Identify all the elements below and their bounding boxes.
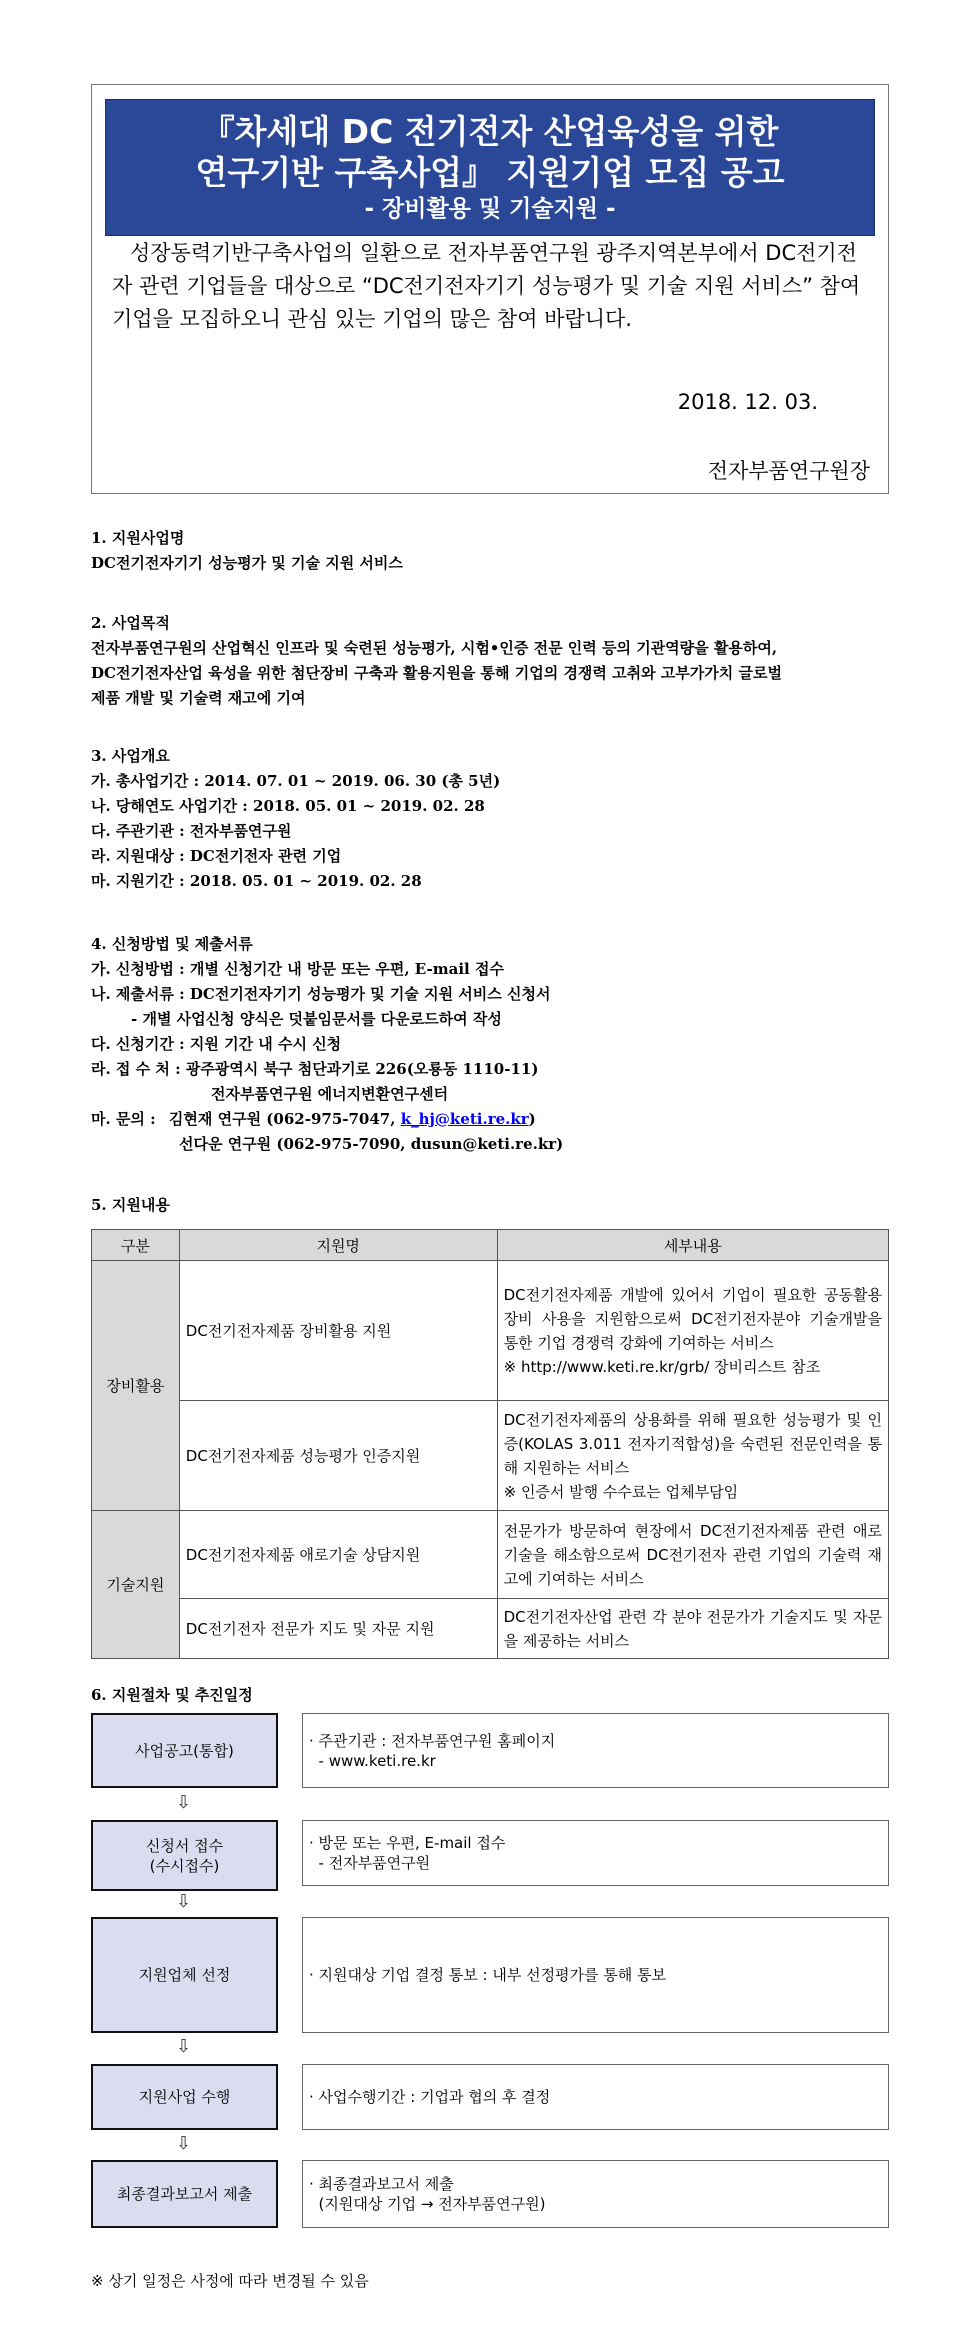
flow-step-box bbox=[91, 2160, 278, 2228]
apply-documents: 나. 제출서류 : DC전기전자기기 성능평가 및 기술 지원 서비스 신청서 bbox=[91, 985, 551, 1003]
detail-text: 전문가가 방문하여 현장에서 DC전기전자제품 관련 애로기술을 해소함으로써 DC전기전자 관련 기업의 기술력 재고에 기여하는 서비스 bbox=[503, 1521, 882, 1588]
section-3-line: 라. 지원대상 : DC전기전자 관련 기업 bbox=[91, 847, 342, 865]
table-row bbox=[92, 1401, 889, 1511]
contact-person-1: 김현재 연구원 (062-975-7047, bbox=[168, 1110, 396, 1128]
title-line-1: 『차세대 DC 전기전자 산업육성을 위한 bbox=[201, 112, 779, 151]
table-header-row bbox=[92, 1230, 889, 1261]
section-3-line: 마. 지원기간 : 2018. 05. 01 ~ 2019. 02. 28 bbox=[91, 872, 422, 890]
notice-organization: 전자부품연구원장 bbox=[707, 459, 870, 483]
section-3-line: 다. 주관기관 : 전자부품연구원 bbox=[91, 822, 292, 840]
section-3-line: 나. 당해연도 사업기간 : 2018. 05. 01 ~ 2019. 02. 28 bbox=[91, 797, 485, 815]
down-arrow-icon: ⇩ bbox=[176, 2036, 192, 2057]
section-6-title-wrap bbox=[91, 1683, 253, 1708]
section-5-title-wrap bbox=[91, 1193, 170, 1218]
category-cell: 장비활용 bbox=[92, 1261, 180, 1511]
flow-desc-line: · 최종결과보고서 제출 bbox=[309, 2175, 454, 2193]
flow-step-box bbox=[91, 1713, 278, 1788]
section-2 bbox=[91, 611, 782, 711]
table-header: 세부내용 bbox=[497, 1230, 888, 1261]
detail-text: DC전기전자산업 관련 각 분야 전문가가 기술지도 및 자문을 제공하는 서비스 bbox=[503, 1607, 882, 1650]
contact-prefix: 마. 문의 : bbox=[91, 1110, 156, 1128]
support-detail-cell bbox=[497, 1511, 888, 1599]
section-4 bbox=[91, 932, 563, 1157]
flow-step-label: 사업공고(통합) bbox=[135, 1741, 234, 1760]
flow-step-desc bbox=[302, 2064, 889, 2130]
section-6-title: 6. 지원절차 및 추진일정 bbox=[91, 1686, 253, 1704]
footnote: ※ 상기 일정은 사정에 따라 변경될 수 있음 bbox=[91, 2272, 369, 2290]
flow-desc-line: - www.keti.re.kr bbox=[309, 1751, 436, 1770]
flow-step-desc bbox=[302, 1917, 889, 2033]
title-banner bbox=[105, 99, 875, 236]
flow-step-box bbox=[91, 1820, 278, 1891]
flow-desc-line: · 주관기관 : 전자부품연구원 홈페이지 bbox=[309, 1731, 556, 1750]
support-name-cell: DC전기전자제품 장비활용 지원 bbox=[179, 1261, 497, 1401]
support-name-cell: DC전기전자제품 성능평가 인증지원 bbox=[179, 1401, 497, 1511]
detail-text: DC전기전자제품의 상용화를 위해 필요한 성능평가 및 인증(KOLAS 3.011 전자기적합성)을 숙련된 전문인력을 통해 지원하는 서비스 bbox=[503, 1410, 882, 1477]
detail-note: ※ http://www.keti.re.kr/grb/ 장비리스트 참조 bbox=[503, 1357, 821, 1376]
flow-desc-line: · 사업수행기간 : 기업과 협의 후 결정 bbox=[309, 2088, 551, 2106]
flow-step-label: 지원업체 선정 bbox=[138, 1966, 231, 1984]
section-2-line: DC전기전자산업 육성을 위한 첨단장비 구축과 활용지원을 통해 기업의 경쟁력 고취와 고부가가치 글로벌 bbox=[91, 664, 782, 682]
notice-header-box bbox=[91, 84, 889, 494]
flow-desc-line: (지원대상 기업 → 전자부품연구원) bbox=[309, 2195, 546, 2213]
title-line-2: 연구기반 구축사업』 지원기업 모집 공고 bbox=[195, 153, 785, 192]
flow-desc-line: · 방문 또는 우편, E-mail 접수 bbox=[309, 1834, 506, 1852]
flow-step-label: 최종결과보고서 제출 bbox=[116, 2185, 253, 2203]
apply-address-center: 전자부품연구원 에너지변환연구센터 bbox=[211, 1085, 449, 1103]
section-3-title: 3. 사업개요 bbox=[91, 747, 170, 765]
notice-date: 2018. 12. 03. bbox=[677, 390, 818, 414]
flow-step-label: (수시접수) bbox=[149, 1856, 220, 1875]
apply-method: 가. 신청방법 : 개별 신청기간 내 방문 또는 우편, E-mail 접수 bbox=[91, 960, 504, 978]
category-cell: 기술지원 bbox=[92, 1511, 180, 1659]
section-2-line: 제품 개발 및 기술력 재고에 기여 bbox=[91, 689, 306, 707]
support-name-cell: DC전기전자제품 애로기술 상담지원 bbox=[179, 1511, 497, 1599]
section-2-title: 2. 사업목적 bbox=[91, 614, 170, 632]
flow-desc-line: · 지원대상 기업 결정 통보 : 내부 선정평가를 통해 통보 bbox=[309, 1966, 667, 1984]
section-5-title: 5. 지원내용 bbox=[91, 1196, 170, 1214]
table-row bbox=[92, 1511, 889, 1599]
title-subtitle: - 장비활용 및 기술지원 - bbox=[364, 196, 616, 222]
table-header: 구분 bbox=[92, 1230, 180, 1261]
apply-period: 다. 신청기간 : 지원 기간 내 수시 신청 bbox=[91, 1035, 342, 1053]
support-detail-cell bbox=[497, 1401, 888, 1511]
section-3-line: 가. 총사업기간 : 2014. 07. 01 ~ 2019. 06. 30 (총 5년) bbox=[91, 772, 501, 790]
table-row bbox=[92, 1599, 889, 1659]
flow-step-desc bbox=[302, 2160, 889, 2228]
support-detail-cell bbox=[497, 1599, 888, 1659]
contact-email-link[interactable]: k_hj@keti.re.kr bbox=[400, 1110, 529, 1128]
table-header: 지원명 bbox=[179, 1230, 497, 1261]
flow-step-box bbox=[91, 2064, 278, 2130]
down-arrow-icon: ⇩ bbox=[176, 1891, 192, 1912]
flow-step-desc bbox=[302, 1713, 889, 1788]
support-name-cell: DC전기전자 전문가 지도 및 자문 지원 bbox=[179, 1599, 497, 1659]
detail-note: ※ 인증서 발행 수수료는 업체부담임 bbox=[503, 1482, 739, 1501]
table-row bbox=[92, 1261, 889, 1401]
intro-paragraph: 성장동력기반구축사업의 일환으로 전자부품연구원 광주지역본부에서 DC전기전자 관련 기업들을 대상으로 “DC전기전자기기 성능평가 및 기술 지원 서비스” 참여기업을 모집하오니 관심 있는 기업의 많은 참여 바랍니다. bbox=[112, 241, 861, 331]
support-detail-cell bbox=[497, 1261, 888, 1401]
detail-text: DC전기전자제품 개발에 있어서 기업이 필요한 공동활용 장비 사용을 지원함으로써 DC전기전자분야 기술개발을 통한 기업 경쟁력 강화에 기여하는 서비스 bbox=[503, 1285, 882, 1352]
flow-desc-line: - 전자부품연구원 bbox=[309, 1854, 431, 1872]
down-arrow-icon: ⇩ bbox=[176, 2133, 192, 2154]
apply-documents-note: - 개별 사업신청 양식은 덧붙임문서를 다운로드하여 작성 bbox=[131, 1010, 502, 1028]
apply-address: 라. 접 수 처 : 광주광역시 북구 첨단과기로 226(오룡동 1110-11) bbox=[91, 1060, 539, 1078]
flow-step-label: 신청서 접수 bbox=[145, 1836, 224, 1855]
section-1-title: 1. 지원사업명 bbox=[91, 529, 185, 547]
section-1 bbox=[91, 526, 403, 576]
section-1-body: DC전기전자기기 성능평가 및 기술 지원 서비스 bbox=[91, 554, 403, 572]
contact-line-2: 선다운 연구원 (062-975-7090, dusun@keti.re.kr) bbox=[179, 1135, 564, 1153]
flow-step-box bbox=[91, 1917, 278, 2033]
contact-line-1 bbox=[91, 1107, 563, 1132]
contact-close-paren: ) bbox=[528, 1110, 536, 1128]
flow-step-desc bbox=[302, 1820, 889, 1886]
flow-step-label: 지원사업 수행 bbox=[138, 2088, 231, 2106]
section-3 bbox=[91, 744, 500, 894]
support-table bbox=[91, 1229, 889, 1659]
down-arrow-icon: ⇩ bbox=[176, 1792, 192, 1813]
section-2-line: 전자부품연구원의 산업혁신 인프라 및 숙련된 성능평가, 시험•인증 전문 인력 등의 기관역량을 활용하여, bbox=[91, 639, 778, 657]
section-4-title: 4. 신청방법 및 제출서류 bbox=[91, 935, 253, 953]
